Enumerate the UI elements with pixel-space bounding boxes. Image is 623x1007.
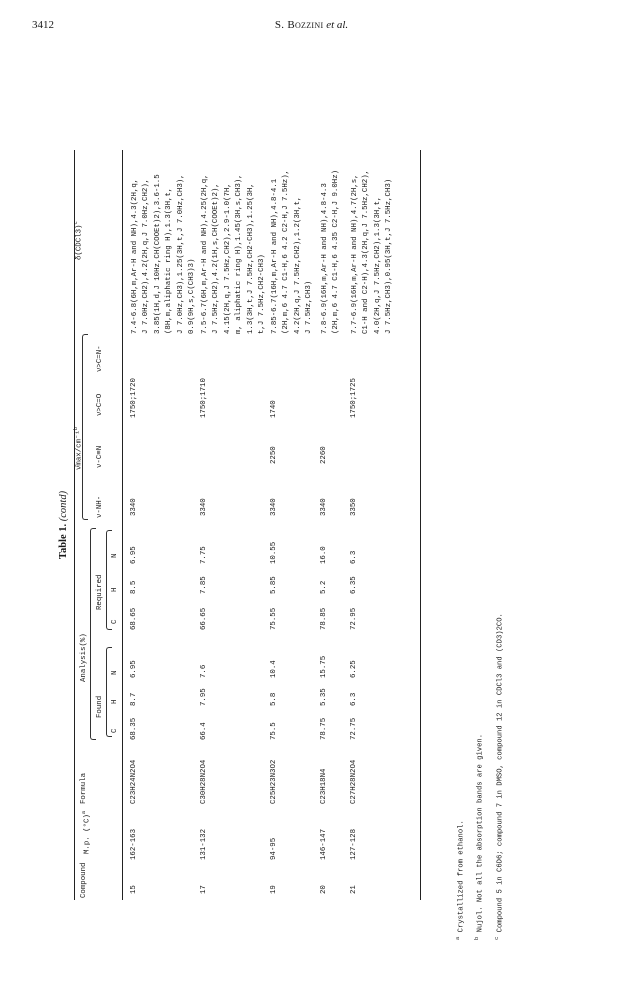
header-req-h: H <box>111 587 119 592</box>
nmr-line: J 7.0Hz,CH2),4.2(2H,q,J 7.0Hz,CH2), <box>142 178 151 334</box>
running-head-author: S. Bozzini <box>274 19 324 31</box>
cell-req-n: 6.3 <box>350 550 358 564</box>
header-mp-text: M.p. (°C) <box>83 814 92 854</box>
header-req-c: C <box>111 619 119 624</box>
nmr-line: 1.3(3H,t,J 7.5Hz,CH2-CH3),1.25(3H, <box>246 183 255 334</box>
header-req-n: N <box>111 553 119 558</box>
cell-req-h: 7.85 <box>200 576 208 594</box>
nmr-line: C1-H and C2-H),4.3(2H,q,J 7.5Hz,CH2), <box>362 169 371 334</box>
cell-req-c: 72.95 <box>350 607 358 630</box>
nmr-line: 7.5-6.7(6H,m,Ar-H and NH),4.25(2H,q, <box>201 174 209 334</box>
footnote-b-text: Nujol. Not all the absorption bands are given. <box>476 733 485 933</box>
cell-nmr <box>350 150 396 334</box>
nmr-line: 7.4-6.8(6H,m,Ar-H and NH),4.3(2H,q, <box>131 178 139 334</box>
cell-req-c: 68.65 <box>130 607 138 630</box>
header-compound: Compound <box>80 862 88 898</box>
cell-formula: C27H28N2O4 <box>350 759 358 804</box>
cell-found-c: 72.75 <box>350 717 358 740</box>
cell-formula: C25H23N3O2 <box>270 759 278 804</box>
cell-formula: C30H28N2O4 <box>200 759 208 804</box>
nmr-line: 3.85(1H,d,J 10Hz,CH(COOEt)2),3.6-1.5 <box>153 174 162 334</box>
footnote-b <box>469 640 488 940</box>
table-container <box>58 150 430 900</box>
nmr-line: (2H,m,6 4.7 C1-H,6 4.35 C2-H,J 9.0Hz) <box>332 169 341 334</box>
table-caption-main: Table 1. <box>58 523 69 560</box>
cell-req-n: 6.95 <box>130 546 138 564</box>
cell-found-n: 7.6 <box>200 664 208 678</box>
nmr-line: 4.15(2H,q,J 7.5Hz,CH2),2.9-1.0(7H, <box>223 183 232 334</box>
nmr-line: 4.2(2H,q,J 7.5Hz,CH2),1.2(3H,t, <box>293 196 302 334</box>
cell-cn: 2260 <box>320 446 328 464</box>
header-nh: ν-NH- <box>96 495 104 518</box>
page-number: 3412 <box>32 19 54 31</box>
header-co: ν>C=O <box>96 393 104 416</box>
nmr-line: 7.8-6.9(16H,m,Ar-H and NH),4.8-4.3 <box>321 183 329 334</box>
cell-cn: 2250 <box>270 446 278 464</box>
header-found-h: H <box>111 699 119 704</box>
table-header-rule <box>122 150 123 900</box>
header-required: Required <box>96 574 104 610</box>
footnote-a <box>450 640 469 940</box>
cell-nh: 3340 <box>320 498 328 516</box>
cell-found-c: 78.75 <box>320 717 328 740</box>
footnote-c-text: Compound 5 in C6D6; compound 7 in DMSO, compound 12 in CDCl3 and (CD3)2CO. <box>496 613 505 933</box>
cell-formula: C23H18N4 <box>320 768 328 804</box>
header-nmr-sup: c <box>72 221 79 225</box>
cell-req-c: 78.85 <box>320 607 328 630</box>
ir-brace <box>82 334 88 520</box>
footnote-a-text: Crystallized from ethanol. <box>457 820 466 933</box>
footnote-b-mark: b <box>473 936 481 940</box>
cell-found-n: 6.95 <box>130 660 138 678</box>
running-head-etal: et al. <box>326 19 349 31</box>
cell-req-n: 10.55 <box>270 541 278 564</box>
cell-mp: 94-95 <box>270 837 278 860</box>
cell-found-h: 5.8 <box>270 692 278 706</box>
header-formula: Formula <box>80 772 88 804</box>
cell-nh: 3340 <box>200 498 208 516</box>
nmr-line: 0.9(9H,s,C(CH3)3) <box>188 258 197 334</box>
cell-found-h: 8.7 <box>130 692 138 706</box>
cell-req-h: 6.35 <box>350 576 358 594</box>
header-analyses: Analysis(%) <box>80 633 88 682</box>
cell-nh: 3340 <box>130 498 138 516</box>
nmr-line: J 7.5Hz,CH2),4.2(1H,s,CH(COOEt)2), <box>212 183 221 334</box>
cell-mp: 131-132 <box>200 828 208 860</box>
header-mp-sup: a <box>80 810 87 815</box>
cell-found-c: 68.35 <box>130 717 138 740</box>
nmr-line: J 7.5Hz,CH3),0.95(3H,t,J 7.5Hz,CH3) <box>385 178 394 334</box>
required-brace <box>106 530 112 630</box>
cell-compound: 17 <box>200 885 208 894</box>
cell-found-c: 66.4 <box>200 722 208 740</box>
cell-mp: 162-163 <box>130 828 138 860</box>
table-1 <box>58 150 430 900</box>
cell-found-c: 75.5 <box>270 722 278 740</box>
cell-nh: 3350 <box>350 498 358 516</box>
table-bottom-rule <box>420 150 421 900</box>
footnote-c-mark: c <box>492 936 500 940</box>
nmr-line: 7.85-6.7(16H,m,Ar-H and NH),4.8-4.1 <box>271 178 279 334</box>
cell-found-n: 10.4 <box>270 660 278 678</box>
cell-compound: 15 <box>130 885 138 894</box>
header-nmr <box>72 221 83 260</box>
cell-compound: 21 <box>350 885 358 894</box>
cell-req-n: 7.75 <box>200 546 208 564</box>
cell-found-h: 6.3 <box>350 692 358 706</box>
footnotes-container <box>450 613 510 940</box>
header-found: Found <box>96 695 104 718</box>
table-caption-contd: (contd) <box>58 490 69 522</box>
cell-co: 1750;1710 <box>200 378 208 418</box>
header-cn2: ν>C=N- <box>96 345 104 372</box>
footnote-c <box>489 613 508 940</box>
nmr-line: t,J 7.5Hz,CH2-CH3) <box>258 254 267 334</box>
nmr-line: J 7.0Hz,CH3),1.25(3H,t,J 7.0Hz,CH3), <box>176 174 185 334</box>
cell-co: 1750;1720 <box>130 378 138 418</box>
cell-nmr <box>200 150 268 334</box>
cell-found-h: 5.35 <box>320 688 328 706</box>
header-found-c: C <box>111 728 119 733</box>
cell-req-c: 75.55 <box>270 607 278 630</box>
header-ir-text: ν̄max/cm⁻¹ <box>75 430 84 470</box>
cell-nh: 3340 <box>270 498 278 516</box>
nmr-line: 4.0(2H,q,J 7.5Hz,CH2),1.3(3H,t, <box>373 196 382 334</box>
cell-co: 1750;1725 <box>350 378 358 418</box>
cell-formula: C23H24N2O4 <box>130 759 138 804</box>
table-top-rule <box>74 150 75 900</box>
nmr-line: (8H,m,aliphatic ring H),1.3(3H,t, <box>165 187 174 334</box>
header-cn: ν-C≡N <box>96 445 104 468</box>
cell-req-n: 16.0 <box>320 546 328 564</box>
cell-nmr <box>320 150 343 334</box>
cell-mp: 146-147 <box>320 828 328 860</box>
cell-req-h: 5.2 <box>320 580 328 594</box>
found-brace <box>106 647 112 737</box>
cell-req-h: 5.85 <box>270 576 278 594</box>
header-mp <box>80 811 91 854</box>
cell-compound: 20 <box>320 885 328 894</box>
cell-found-n: 6.25 <box>350 660 358 678</box>
nmr-line: (2H,m,6 4.7 C1-H,6 4.2 C2-H,J 7.5Hz), <box>282 169 291 334</box>
header-found-n: N <box>111 670 119 675</box>
running-head <box>0 19 623 31</box>
cell-compound: 19 <box>270 885 278 894</box>
cell-nmr <box>130 150 198 334</box>
header-nmr-text: δ(CDCl3) <box>75 224 84 260</box>
nmr-line: m, aliphatic ring H),1.45(3H,s,CH3), <box>235 174 244 334</box>
header-ir-sup: b <box>72 426 79 431</box>
table-caption <box>58 150 69 900</box>
cell-req-h: 8.5 <box>130 580 138 594</box>
footnotes <box>450 613 510 940</box>
cell-found-h: 7.95 <box>200 688 208 706</box>
nmr-line: J 7.5Hz,CH3) <box>305 280 314 334</box>
footnote-a-mark: a <box>454 936 461 940</box>
cell-found-n: 15.75 <box>320 655 328 678</box>
cell-mp: 127-128 <box>350 828 358 860</box>
nmr-line: 7.7-6.9(16H,m,Ar-H and NH),4.7(2H,s, <box>351 174 359 334</box>
cell-req-c: 66.65 <box>200 607 208 630</box>
cell-nmr <box>270 150 316 334</box>
cell-co: 1740 <box>270 400 278 418</box>
